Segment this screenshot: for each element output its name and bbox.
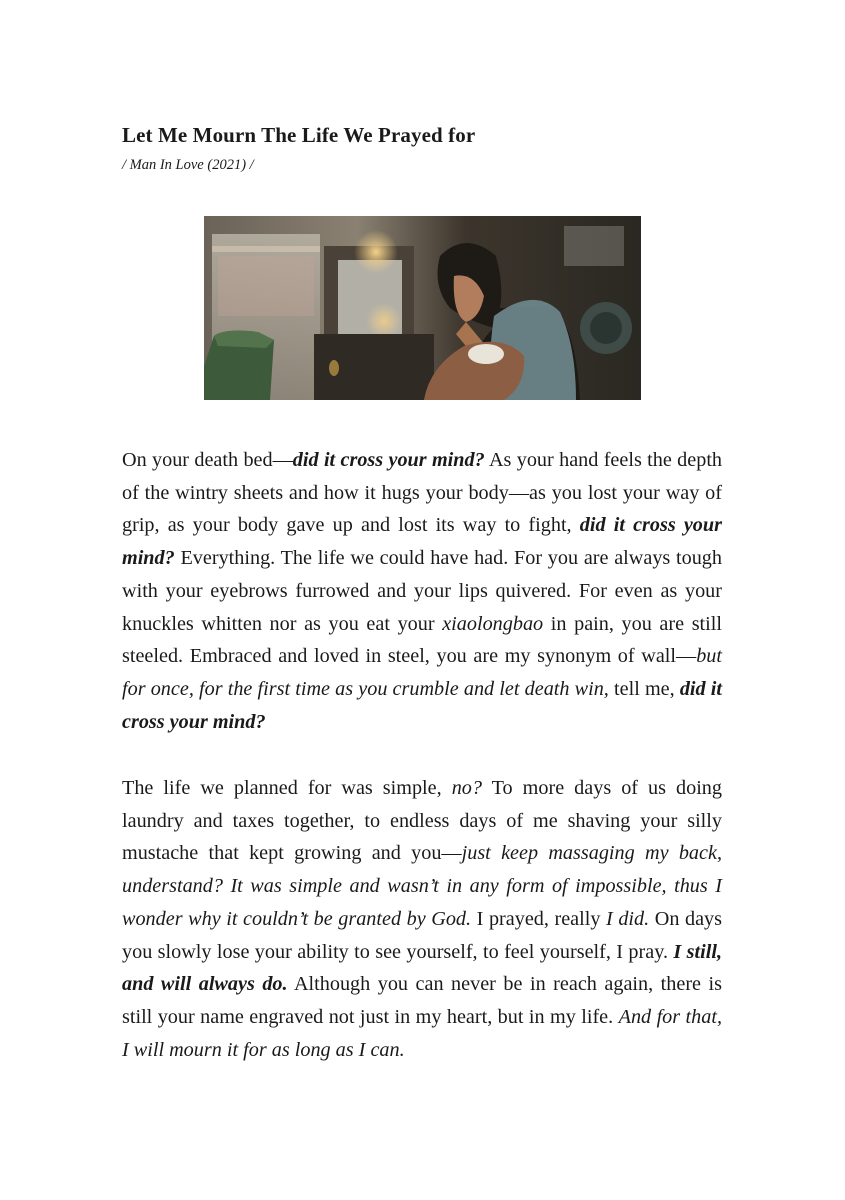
p2-italic: just keep massaging my back, understand? It was simple and wasn’t in any form of impossible, thus I wonder why it couldn’t be granted by God. [122,842,722,930]
p2-text: The life we planned for was simple, [122,777,452,799]
p1-text: Everything. The life we could have had. For you are always tough with your eyebrows furrowed and your lips quivered. For even as your knuckles whitten nor as you eat your [122,547,722,635]
paragraph-2 [122,772,722,1066]
p1-text: tell me, [608,677,680,700]
page-subtitle: / Man In Love (2021) / [122,157,254,173]
p1-text: in pain, you are still steeled. Embraced and loved in steel, you are my synonym of wall— [122,612,722,668]
p2-italic: no? [451,777,482,799]
paragraph-1 [122,444,722,738]
film-still-image [204,216,641,400]
p2-text: I prayed, really [471,907,607,930]
p2-text: To more days of us doing laundry and taxes together, to endless days of me shaving your silly mustache that kept growing and you— [122,777,722,865]
p1-italic: xiaolongbao [442,612,544,635]
p1-emphasis: did it cross your mind? [292,449,485,471]
p2-emphasis: I still, and will always do. [122,940,722,996]
p1-emphasis: did it cross your mind? [122,514,722,570]
p2-italic: I did. [606,907,650,930]
page-title: Let Me Mourn The Life We Prayed for [122,123,476,147]
p2-text: On days you slowly lose your ability to see yourself, to feel yourself, I pray. [122,907,722,963]
p1-emphasis: did it cross your mind? [122,677,722,733]
p1-text: As your hand feels the depth of the wintry sheets and how it hugs your body—as you lost your way of grip, as your body gave up and lost its way to fight, [122,449,723,537]
p1-italic: but for once, for the first time as you crumble and let death win, [122,645,722,700]
p2-text: Although you can never be in reach again, there is still your name engraved not just in my heart, but in my life. [122,973,722,1028]
p1-text: On your death bed— [122,449,293,471]
p2-italic: And for that, I will mourn it for as long as I can. [122,1005,723,1061]
